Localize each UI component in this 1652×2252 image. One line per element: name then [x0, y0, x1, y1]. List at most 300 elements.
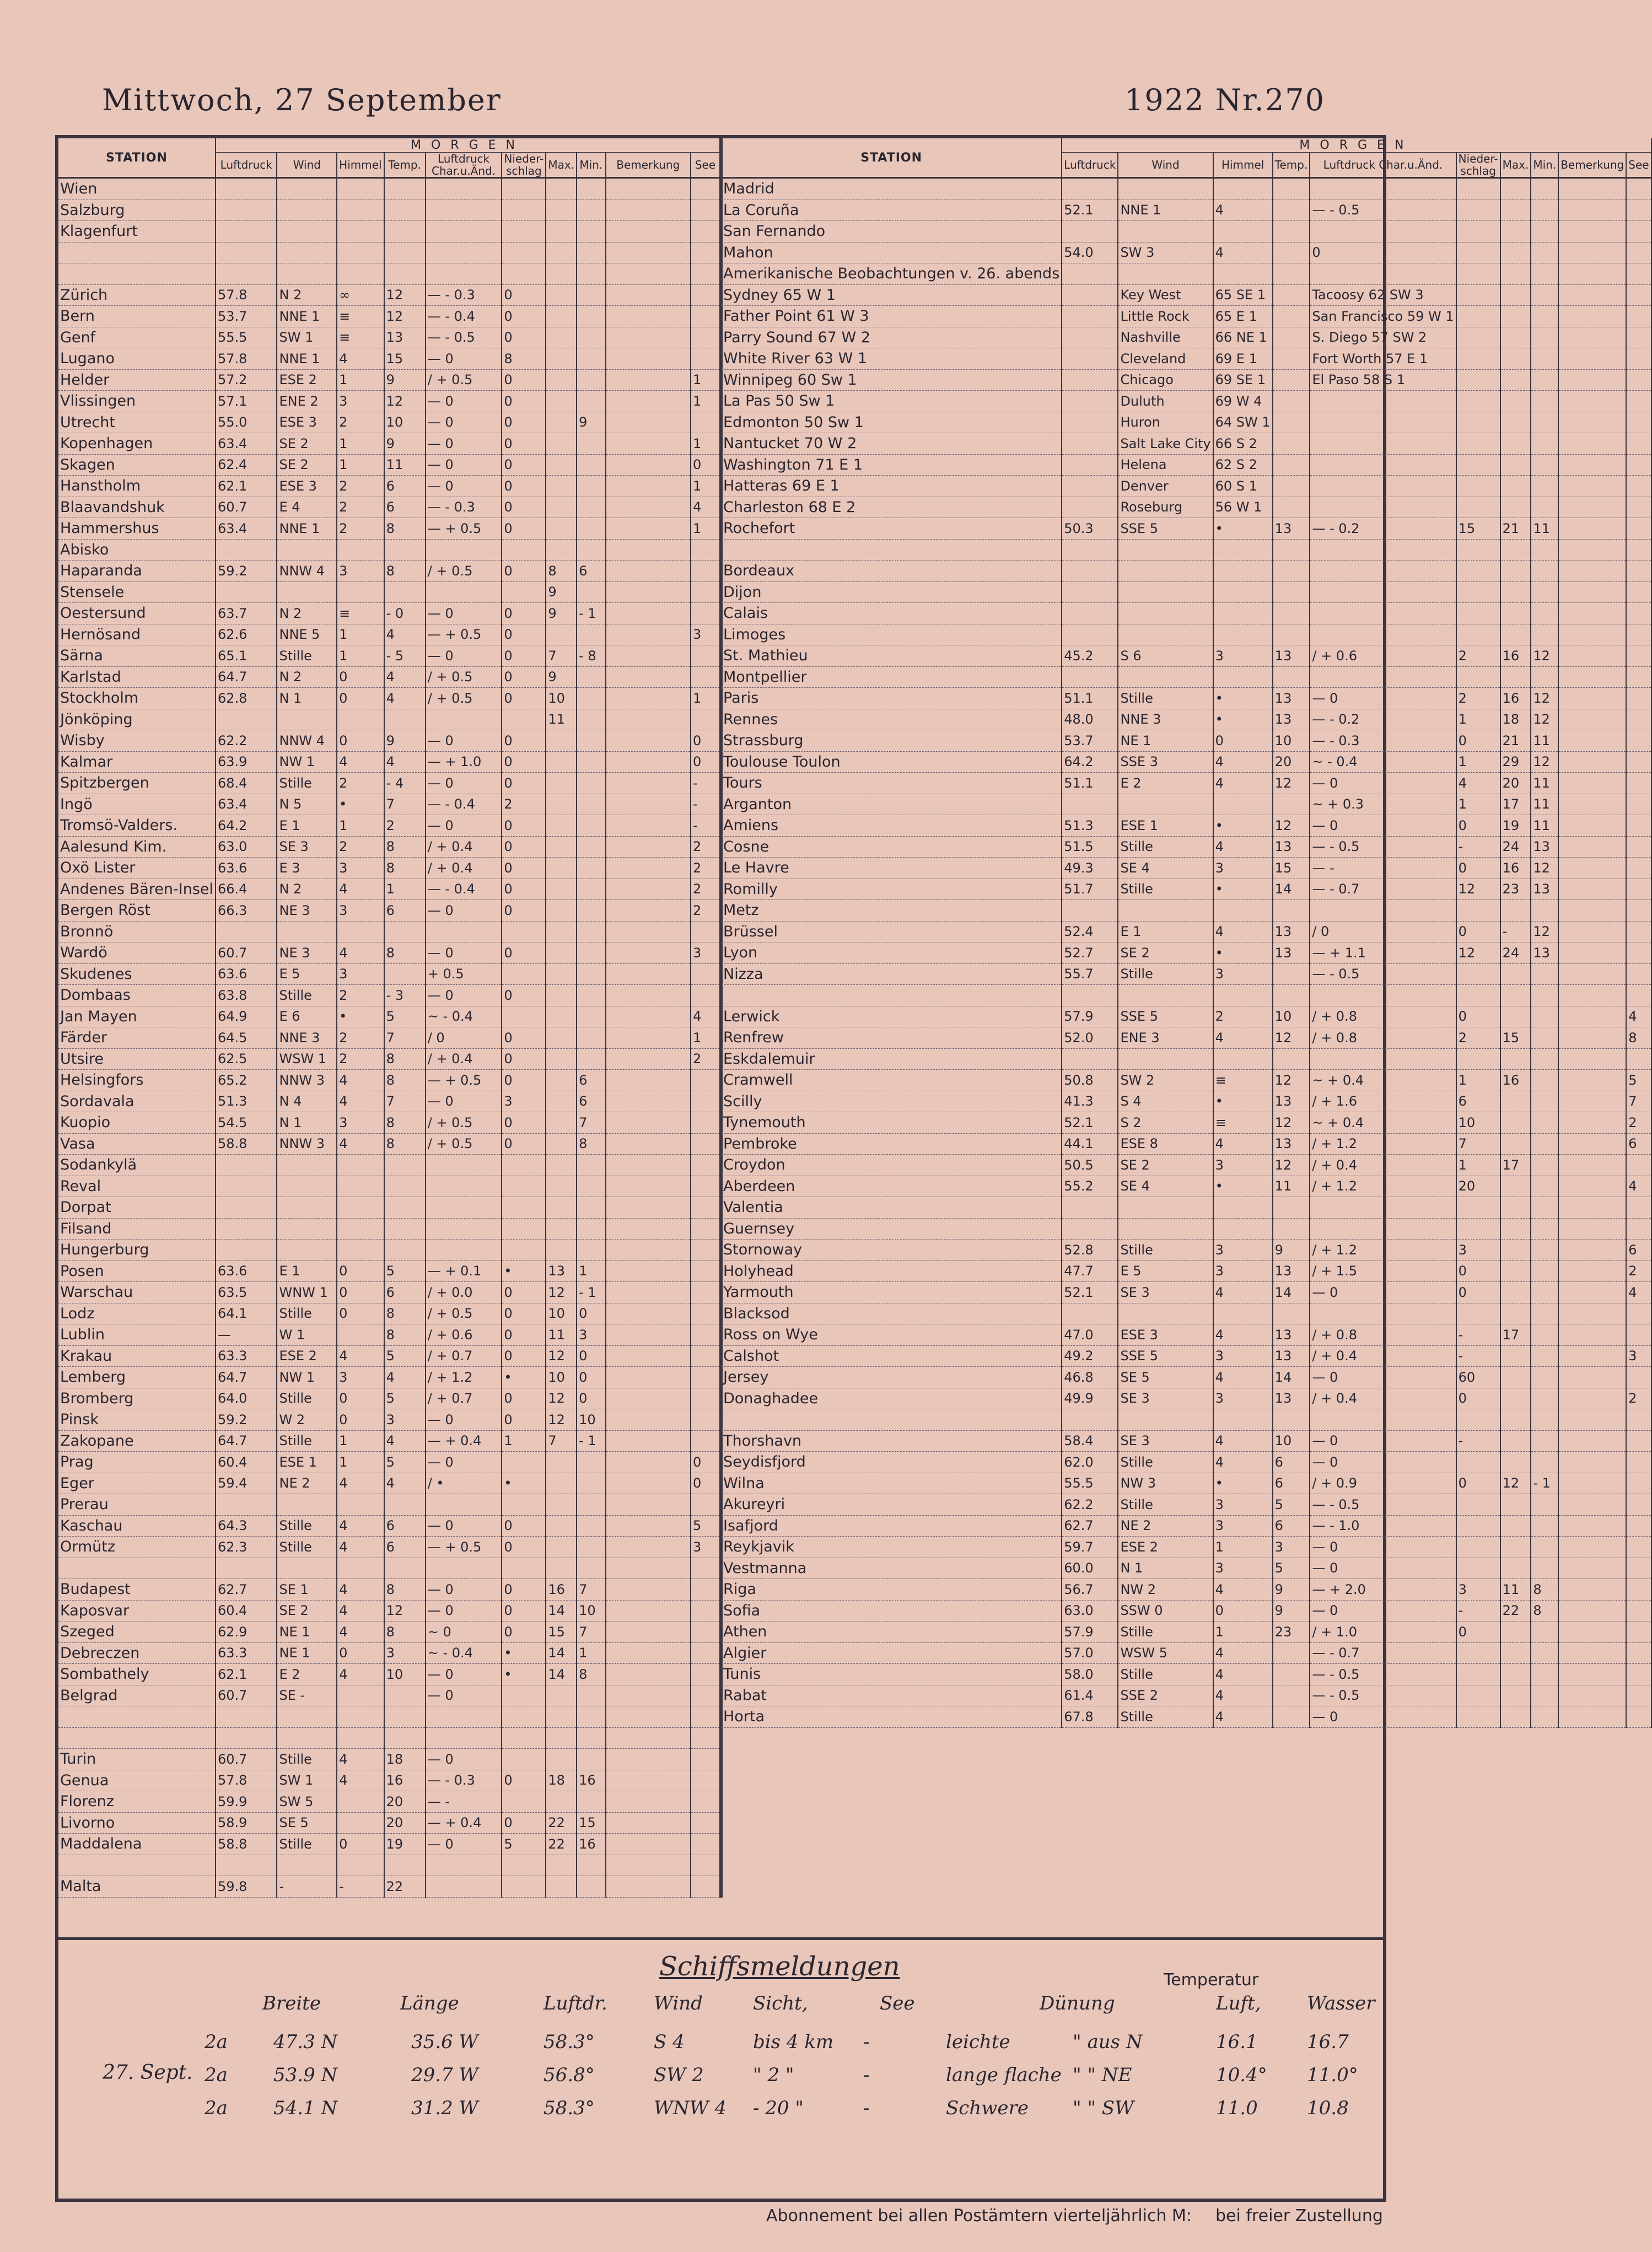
- observation-cell: 63.0: [216, 836, 277, 858]
- observation-cell: [216, 1218, 277, 1240]
- station-name: Stensele: [58, 581, 216, 603]
- observation-cell: [1456, 263, 1500, 285]
- station-row: [722, 773, 1651, 794]
- observation-cell: [1531, 1537, 1558, 1558]
- observation-cell: [1500, 1240, 1531, 1261]
- observation-cell: [1558, 1282, 1626, 1303]
- observation-cell: 3: [691, 1537, 720, 1558]
- observation-cell: [606, 603, 691, 624]
- observation-cell: / + 1.2: [1310, 1133, 1456, 1155]
- station-row: [58, 497, 720, 518]
- observation-cell: 62.1: [216, 476, 277, 497]
- observation-cell: [1456, 1706, 1500, 1728]
- observation-cell: 12: [1531, 688, 1558, 709]
- observation-cell: [1213, 581, 1273, 603]
- observation-cell: 0: [502, 1048, 546, 1070]
- observation-cell: / + 0.4: [426, 1048, 502, 1070]
- observation-cell: 0: [502, 624, 546, 645]
- observation-cell: [502, 539, 546, 561]
- observation-cell: [691, 603, 720, 624]
- observation-cell: [1062, 666, 1118, 688]
- observation-cell: ~ - 0.4: [426, 1006, 502, 1027]
- observation-cell: 3: [337, 963, 384, 985]
- observation-cell: 4: [337, 1537, 384, 1558]
- observation-cell: E 1: [277, 1260, 337, 1282]
- station-row: [722, 1218, 1651, 1240]
- morgen-header: MORGEN: [1062, 138, 1651, 153]
- observation-cell: [606, 1430, 691, 1452]
- station-name: Färder: [58, 1027, 216, 1049]
- observation-cell: 59.4: [216, 1473, 277, 1494]
- station-name: Strassburg: [722, 730, 1062, 752]
- column-header: Bemerkung: [606, 153, 691, 178]
- observation-cell: [691, 1558, 720, 1579]
- observation-cell: 64.1: [216, 1303, 277, 1324]
- station-name: Eskdalemuir: [722, 1048, 1062, 1070]
- station-row: [58, 221, 720, 243]
- observation-cell: [577, 688, 606, 709]
- observation-cell: — 0: [426, 645, 502, 667]
- station-row: [722, 284, 1651, 306]
- observation-cell: 9: [1273, 1600, 1310, 1621]
- observation-cell: [1626, 688, 1651, 709]
- observation-cell: 13: [1273, 1260, 1310, 1282]
- observation-cell: 0: [337, 1834, 384, 1855]
- observation-cell: [1456, 1685, 1500, 1706]
- observation-cell: [606, 688, 691, 709]
- observation-cell: [606, 963, 691, 985]
- observation-cell: N 4: [277, 1091, 337, 1112]
- observation-cell: 3: [1213, 1155, 1273, 1176]
- observation-cell: [277, 1706, 337, 1728]
- observation-cell: 13: [1273, 921, 1310, 942]
- observation-cell: — 0: [426, 1600, 502, 1621]
- station-name: Bromberg: [58, 1388, 216, 1409]
- observation-cell: [502, 221, 546, 243]
- observation-cell: [1500, 1642, 1531, 1664]
- observation-cell: [502, 1176, 546, 1197]
- observation-cell: [1456, 369, 1500, 391]
- observation-cell: [1500, 1558, 1531, 1579]
- observation-cell: 58.8: [216, 1834, 277, 1855]
- observation-cell: [1558, 1027, 1626, 1049]
- station-row: [722, 709, 1651, 730]
- station-row: [58, 1388, 720, 1409]
- observation-cell: [546, 1218, 577, 1240]
- observation-cell: [277, 263, 337, 285]
- observation-cell: WSW 5: [1118, 1642, 1213, 1664]
- station-row: [722, 581, 1651, 603]
- observation-cell: SE 2: [277, 454, 337, 476]
- observation-cell: 62 S 2: [1213, 454, 1273, 476]
- year-number: 1922 Nr.270: [1124, 83, 1325, 117]
- station-row: [722, 539, 1651, 561]
- station-name: Sodankylä: [58, 1155, 216, 1176]
- station-name: Valentia: [722, 1197, 1062, 1219]
- station-name: Dombaas: [58, 985, 216, 1006]
- observation-cell: 15: [577, 1812, 606, 1834]
- observation-cell: [1273, 581, 1310, 603]
- observation-cell: E 3: [277, 858, 337, 879]
- observation-cell: 0: [502, 666, 546, 688]
- observation-cell: 20: [1456, 1176, 1500, 1197]
- observation-cell: 12: [1531, 709, 1558, 730]
- observation-cell: Stille: [1118, 1240, 1213, 1261]
- station-name: Holyhead: [722, 1260, 1062, 1282]
- station-name: Nizza: [722, 963, 1062, 985]
- observation-cell: 51.5: [1062, 836, 1118, 858]
- observation-cell: Huron: [1118, 412, 1213, 433]
- observation-cell: [691, 1642, 720, 1664]
- observation-cell: [606, 624, 691, 645]
- observation-cell: [691, 1749, 720, 1770]
- observation-cell: 3: [1213, 858, 1273, 879]
- observation-cell: [384, 1494, 426, 1516]
- observation-cell: [1273, 603, 1310, 624]
- observation-cell: / + 0.6: [426, 1324, 502, 1346]
- observation-cell: [546, 327, 577, 348]
- ship-cell: 10.8: [1307, 2097, 1349, 2119]
- observation-cell: [1456, 1642, 1500, 1664]
- observation-cell: / + 0.4: [1310, 1155, 1456, 1176]
- observation-cell: [691, 1176, 720, 1197]
- observation-cell: [546, 1155, 577, 1176]
- observation-cell: — 0: [1310, 688, 1456, 709]
- station-row: [58, 836, 720, 858]
- observation-cell: [1626, 730, 1651, 752]
- station-row: [58, 1515, 720, 1537]
- observation-cell: 66.3: [216, 900, 277, 922]
- observation-cell: 7: [384, 1027, 426, 1049]
- observation-cell: [1626, 242, 1651, 263]
- station-row: [722, 561, 1651, 582]
- station-row: [722, 985, 1651, 1006]
- observation-cell: [1626, 306, 1651, 327]
- observation-cell: [1213, 1218, 1273, 1240]
- observation-cell: 4: [337, 1749, 384, 1770]
- observation-cell: NE 2: [277, 1473, 337, 1494]
- observation-cell: [1626, 284, 1651, 306]
- observation-cell: [1558, 1537, 1626, 1558]
- observation-cell: [606, 1091, 691, 1112]
- observation-cell: 4: [1626, 1006, 1651, 1027]
- station-name: Sombathely: [58, 1664, 216, 1685]
- observation-cell: Nashville: [1118, 327, 1213, 348]
- observation-cell: [277, 221, 337, 243]
- station-row: [722, 1006, 1651, 1027]
- station-row: [722, 1494, 1651, 1516]
- observation-cell: [1500, 1006, 1531, 1027]
- observation-cell: [1558, 284, 1626, 306]
- station-row: [722, 794, 1651, 815]
- observation-cell: [1500, 306, 1531, 327]
- observation-cell: — 0: [426, 1515, 502, 1537]
- station-name: Parry Sound 67 W 2: [722, 327, 1062, 348]
- station-row: [722, 1600, 1651, 1621]
- observation-cell: ~ + 0.4: [1310, 1070, 1456, 1091]
- observation-cell: 0: [502, 730, 546, 752]
- observation-cell: 0: [577, 1345, 606, 1367]
- observation-cell: [1558, 1324, 1626, 1346]
- observation-cell: [606, 1070, 691, 1091]
- station-row: [58, 1155, 720, 1176]
- observation-cell: [577, 942, 606, 964]
- station-name: Stockholm: [58, 688, 216, 709]
- observation-cell: 0: [337, 730, 384, 752]
- station-name: Akureyri: [722, 1494, 1062, 1516]
- observation-cell: [426, 921, 502, 942]
- observation-cell: — - 0.5: [1310, 1494, 1456, 1516]
- observation-cell: [502, 1218, 546, 1240]
- observation-cell: / + 1.2: [1310, 1176, 1456, 1197]
- observation-cell: 4: [337, 1621, 384, 1643]
- station-name: Horta: [722, 1706, 1062, 1728]
- observation-cell: [384, 200, 426, 221]
- observation-cell: •: [502, 1642, 546, 1664]
- observation-cell: [606, 1260, 691, 1282]
- observation-cell: -: [1456, 1324, 1500, 1346]
- observation-cell: [606, 1324, 691, 1346]
- observation-cell: [1626, 1048, 1651, 1070]
- observation-cell: 4: [1213, 1027, 1273, 1049]
- observation-cell: 9: [546, 603, 577, 624]
- observation-cell: [1118, 539, 1213, 561]
- observation-cell: [337, 1155, 384, 1176]
- station-row: [58, 369, 720, 391]
- station-name: Stornoway: [722, 1240, 1062, 1261]
- observation-cell: 13: [1273, 836, 1310, 858]
- observation-cell: 6: [1273, 1515, 1310, 1537]
- observation-cell: 68.4: [216, 773, 277, 794]
- observation-cell: 7: [577, 1579, 606, 1601]
- observation-cell: [1456, 391, 1500, 412]
- observation-cell: S 2: [1118, 1112, 1213, 1134]
- ship-cell: 54.1 N: [273, 2097, 338, 2119]
- observation-cell: [1558, 900, 1626, 922]
- observation-cell: 13: [1273, 688, 1310, 709]
- station-name: Genf: [58, 327, 216, 348]
- observation-cell: [1500, 666, 1531, 688]
- observation-cell: NNW 3: [277, 1133, 337, 1155]
- station-name: Wisby: [58, 730, 216, 752]
- station-row: [722, 624, 1651, 645]
- observation-cell: 7: [384, 794, 426, 815]
- observation-cell: •: [1213, 688, 1273, 709]
- observation-cell: [691, 963, 720, 985]
- observation-cell: [1500, 1515, 1531, 1537]
- observation-cell: [1558, 1112, 1626, 1134]
- observation-cell: [384, 1218, 426, 1240]
- observation-cell: / + 0.5: [426, 1133, 502, 1155]
- observation-cell: 6: [1273, 1452, 1310, 1473]
- observation-cell: [606, 921, 691, 942]
- observation-cell: 0: [1456, 1473, 1500, 1494]
- observation-cell: 44.1: [1062, 1133, 1118, 1155]
- observation-cell: [577, 200, 606, 221]
- station-name: Metz: [722, 900, 1062, 922]
- observation-cell: 11: [546, 1324, 577, 1346]
- observation-cell: Stille: [277, 1537, 337, 1558]
- observation-cell: 47.0: [1062, 1324, 1118, 1346]
- observation-cell: [577, 476, 606, 497]
- station-row: [58, 1706, 720, 1728]
- observation-cell: [277, 1197, 337, 1219]
- observation-cell: [384, 1558, 426, 1579]
- observation-cell: [277, 1558, 337, 1579]
- observation-cell: N 2: [277, 603, 337, 624]
- observation-cell: [1273, 624, 1310, 645]
- station-name: Karlstad: [58, 666, 216, 688]
- observation-cell: 11: [384, 454, 426, 476]
- observation-cell: [1558, 879, 1626, 900]
- observation-cell: 12: [546, 1282, 577, 1303]
- observation-cell: [1558, 306, 1626, 327]
- observation-cell: [577, 1706, 606, 1728]
- observation-cell: 19: [1500, 815, 1531, 837]
- observation-cell: 65 SE 1: [1213, 284, 1273, 306]
- station-row: [58, 1876, 720, 1898]
- ship-column-header: Breite: [262, 1992, 321, 2014]
- observation-cell: 12: [1273, 1112, 1310, 1134]
- observation-cell: NE 1: [277, 1642, 337, 1664]
- observation-cell: NE 3: [277, 900, 337, 922]
- observation-cell: Stille: [1118, 1664, 1213, 1685]
- observation-cell: [606, 1303, 691, 1324]
- station-row: [722, 497, 1651, 518]
- ship-cell: 16.1: [1216, 2031, 1258, 2053]
- observation-cell: 11: [546, 709, 577, 730]
- observation-cell: [1558, 1176, 1626, 1197]
- observation-cell: 62.3: [216, 1537, 277, 1558]
- observation-cell: [606, 1579, 691, 1601]
- observation-cell: NW 3: [1118, 1473, 1213, 1494]
- observation-cell: [337, 1218, 384, 1240]
- observation-cell: 62.8: [216, 688, 277, 709]
- observation-cell: [1118, 1197, 1213, 1219]
- station-row: [58, 327, 720, 348]
- observation-cell: [691, 921, 720, 942]
- observation-cell: 10: [1273, 1430, 1310, 1452]
- observation-cell: —: [216, 1324, 277, 1346]
- observation-cell: •: [1213, 942, 1273, 964]
- observation-cell: / + 0.5: [426, 688, 502, 709]
- station-row: [722, 433, 1651, 455]
- observation-cell: SSE 3: [1118, 751, 1213, 773]
- observation-cell: [1531, 1664, 1558, 1685]
- station-row: [722, 1345, 1651, 1367]
- observation-cell: 55.2: [1062, 1176, 1118, 1197]
- station-row: [58, 1197, 720, 1219]
- ship-cell: 29.7 W: [411, 2064, 478, 2086]
- observation-cell: [1118, 581, 1213, 603]
- observation-cell: [1213, 1409, 1273, 1431]
- observation-cell: Fort Worth 57 E 1: [1310, 348, 1456, 370]
- observation-cell: NNE 1: [1118, 200, 1213, 221]
- column-header: Nieder-schlag: [1456, 153, 1500, 178]
- observation-cell: [1626, 1430, 1651, 1452]
- observation-cell: [216, 921, 277, 942]
- observation-cell: [1558, 497, 1626, 518]
- observation-cell: [1456, 348, 1500, 370]
- observation-cell: [426, 263, 502, 285]
- observation-cell: [1531, 581, 1558, 603]
- observation-cell: [426, 1218, 502, 1240]
- observation-cell: WNW 1: [277, 1282, 337, 1303]
- observation-cell: — 0: [426, 412, 502, 433]
- observation-cell: 18: [1500, 709, 1531, 730]
- observation-cell: 63.4: [216, 433, 277, 455]
- station-row: [722, 1685, 1651, 1706]
- observation-cell: NW 1: [277, 1367, 337, 1388]
- observation-cell: 62.2: [216, 730, 277, 752]
- observation-cell: [691, 1706, 720, 1728]
- observation-cell: 1: [1456, 1070, 1500, 1091]
- observation-cell: [1310, 178, 1456, 200]
- observation-cell: 18: [546, 1770, 577, 1791]
- observation-cell: / + 1.5: [1310, 1260, 1456, 1282]
- observation-cell: — 0: [426, 900, 502, 922]
- observation-cell: [546, 306, 577, 327]
- station-row: [722, 751, 1651, 773]
- observation-cell: [1500, 1452, 1531, 1473]
- observation-cell: [1626, 1537, 1651, 1558]
- observation-cell: 1: [502, 1430, 546, 1452]
- observation-cell: [606, 1770, 691, 1791]
- observation-cell: 0: [502, 1027, 546, 1049]
- observation-cell: [277, 242, 337, 263]
- observation-cell: 64.5: [216, 1027, 277, 1049]
- observation-cell: [577, 1494, 606, 1516]
- observation-cell: [1531, 603, 1558, 624]
- observation-cell: 5: [384, 1388, 426, 1409]
- station-row: [58, 561, 720, 582]
- station-name: [58, 1855, 216, 1876]
- station-name: Zakopane: [58, 1430, 216, 1452]
- observation-cell: 0: [1213, 730, 1273, 752]
- observation-cell: [1558, 561, 1626, 582]
- station-row: [58, 1558, 720, 1579]
- observation-cell: [546, 1515, 577, 1537]
- observation-cell: [1558, 688, 1626, 709]
- observation-cell: [502, 709, 546, 730]
- observation-cell: [502, 1006, 546, 1027]
- observation-cell: 55.5: [216, 327, 277, 348]
- observation-cell: 2: [1456, 1027, 1500, 1049]
- station-name: Father Point 61 W 3: [722, 306, 1062, 327]
- station-row: [722, 666, 1651, 688]
- column-header: Himmel: [337, 153, 384, 178]
- observation-cell: -: [691, 773, 720, 794]
- observation-cell: [577, 858, 606, 879]
- observation-cell: [691, 1133, 720, 1155]
- observation-cell: 4: [1213, 773, 1273, 794]
- observation-cell: [1626, 1558, 1651, 1579]
- observation-cell: [1118, 603, 1213, 624]
- station-row: [58, 476, 720, 497]
- observation-cell: [1531, 1260, 1558, 1282]
- observation-cell: [1558, 1070, 1626, 1091]
- observation-cell: 62.1: [216, 1664, 277, 1685]
- observation-cell: 49.2: [1062, 1345, 1118, 1367]
- observation-cell: Stille: [277, 1303, 337, 1324]
- station-name: Scilly: [722, 1091, 1062, 1112]
- station-row: [58, 1133, 720, 1155]
- observation-cell: 0: [1456, 730, 1500, 752]
- observation-cell: [691, 1324, 720, 1346]
- observation-cell: [1062, 306, 1118, 327]
- observation-cell: 7: [384, 1091, 426, 1112]
- observation-cell: SE -: [277, 1685, 337, 1706]
